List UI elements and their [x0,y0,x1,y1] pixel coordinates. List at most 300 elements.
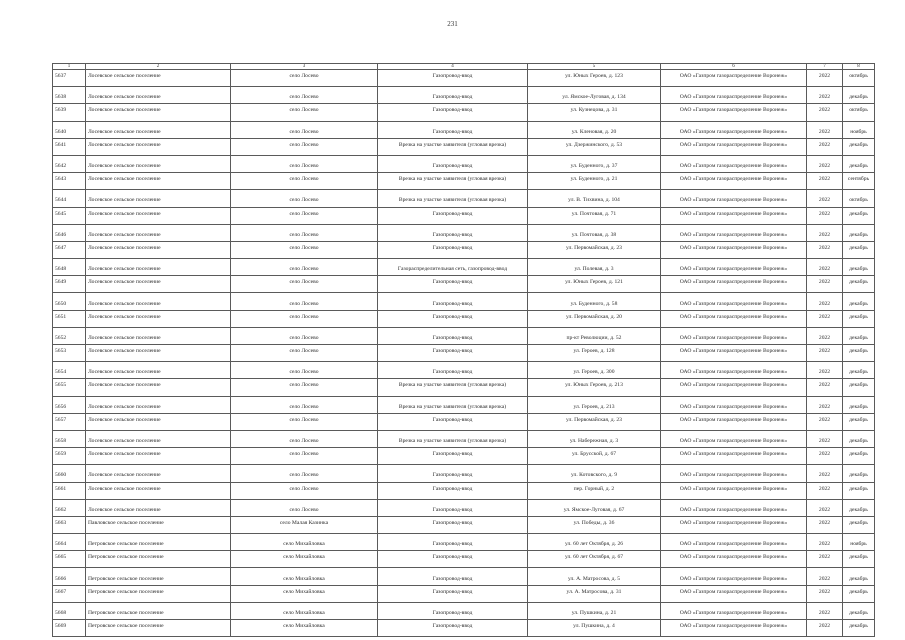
organization-cell-text: ОАО «Газпром газораспределение Воронеж» [679,554,788,561]
settlement-cell-text: Петровское сельское поселение [88,588,164,595]
organization-cell [661,70,807,87]
object-type-cell [378,327,528,344]
settlement-cell [86,413,231,430]
row-number-text: 5654 [55,369,67,376]
object-type-cell-text: Врезка на участке заявителя (угловая врезка) [398,382,507,389]
locality-cell-text: село Малая Казинка [279,519,329,526]
address-cell-text: ул. В. Тихвина, д. 104 [568,197,620,204]
year-cell [807,224,843,241]
locality-cell [231,551,378,568]
column-number: 5 [528,64,661,70]
table-row [53,327,875,344]
month-cell-text: декабрь [849,231,868,238]
settlement-cell [86,499,231,516]
settlement-cell-text: Лосевское сельское поселение [88,128,161,135]
locality-cell [231,173,378,190]
settlement-cell [86,310,231,327]
month-cell [843,430,875,447]
organization-cell-text: ОАО «Газпром газораспределение Воронеж» [679,300,788,307]
locality-cell [231,121,378,138]
organization-cell-text: ОАО «Газпром газораспределение Воронеж» [679,519,788,526]
settlement-cell [86,602,231,619]
settlement-cell-text: Петровское сельское поселение [88,609,164,616]
object-type-cell-text: Газопровод-ввод [432,279,473,286]
settlement-cell [86,121,231,138]
object-type-cell [378,362,528,379]
locality-cell-text: село Лосево [289,506,319,513]
locality-cell-text: село Лосево [289,128,319,135]
table-row [53,379,875,396]
organization-cell [661,259,807,276]
locality-cell-text: село Лосево [289,472,319,479]
organization-cell [661,482,807,499]
settlement-cell [86,379,231,396]
object-type-cell [378,121,528,138]
object-type-cell-text: Газопровод-ввод [432,588,473,595]
row-number-text: 5667 [55,588,67,595]
month-cell [843,482,875,499]
row-number-text: 5663 [55,519,67,526]
settlement-cell [86,362,231,379]
locality-cell-text: село Лосево [289,313,319,320]
year-cell [807,207,843,224]
settlement-cell [86,482,231,499]
settlement-cell-text: Лосевское сельское поселение [88,472,161,479]
organization-cell [661,87,807,104]
settlement-cell-text: Лосевское сельское поселение [88,403,161,410]
settlement-cell-text: Лосевское сельское поселение [88,485,161,492]
organization-cell-text: ОАО «Газпром газораспределение Воронеж» [679,575,788,582]
year-cell-text: 2022 [818,506,831,513]
settlement-cell-text: Петровское сельское поселение [88,623,164,630]
row-number-text: 5653 [55,348,67,355]
object-type-cell-text: Газопровод-ввод [432,313,473,320]
year-cell-text: 2022 [818,554,831,561]
object-type-cell [378,379,528,396]
table-row [53,276,875,293]
address-cell-text: ул. А. Матросова, д. 5 [567,575,621,582]
month-cell [843,207,875,224]
object-type-cell [378,499,528,516]
settlement-cell [86,568,231,585]
locality-cell-text: село Лосево [289,210,319,217]
row-number-text: 5641 [55,141,67,148]
month-cell-text: декабрь [849,588,868,595]
object-type-cell [378,413,528,430]
row-number [53,568,86,585]
year-cell [807,379,843,396]
object-type-cell-text: Газопровод-ввод [432,416,473,423]
organization-cell [661,138,807,155]
year-cell [807,327,843,344]
settlement-cell-text: Петровское сельское поселение [88,541,164,548]
address-cell [528,362,661,379]
object-type-cell [378,310,528,327]
row-number-text: 5656 [55,403,67,410]
organization-cell-text: ОАО «Газпром газораспределение Воронеж» [679,348,788,355]
locality-cell-text: село Михайловка [283,541,325,548]
settlement-cell [86,155,231,172]
month-cell [843,534,875,551]
organization-cell-text: ОАО «Газпром газораспределение Воронеж» [679,403,788,410]
table-row [53,568,875,585]
row-number [53,620,86,637]
settlement-cell-text: Лосевское сельское поселение [88,163,161,170]
organization-cell [661,379,807,396]
address-cell-text: ул. Буденного, д. 21 [570,176,618,183]
year-cell [807,155,843,172]
row-number-text: 5668 [55,609,67,616]
locality-cell [231,310,378,327]
month-cell-text: декабрь [849,506,868,513]
address-cell-text: ул. Героев, д. 128 [573,348,615,355]
month-cell-text: декабрь [849,575,868,582]
year-cell [807,362,843,379]
locality-cell [231,413,378,430]
year-cell-text: 2022 [818,485,831,492]
object-type-cell [378,482,528,499]
address-cell-text: ул. Кленовая, д. 20 [571,128,617,135]
organization-cell [661,448,807,465]
year-cell [807,121,843,138]
table-row [53,293,875,310]
address-cell-text: ул. 60 лет Октября, д. 67 [564,554,624,561]
year-cell-text: 2022 [818,141,831,148]
locality-cell-text: село Михайловка [283,588,325,595]
organization-cell [661,155,807,172]
year-cell-text: 2022 [818,623,831,630]
row-number [53,551,86,568]
address-cell-text: ул. Пушкина, д. 4 [573,623,615,630]
month-cell-text: декабрь [849,472,868,479]
address-cell [528,585,661,602]
table-row [53,104,875,121]
organization-cell [661,207,807,224]
table-row [53,448,875,465]
table-row [53,620,875,637]
organization-cell-text: ОАО «Газпром газораспределение Воронеж» [679,609,788,616]
organization-cell [661,327,807,344]
row-number-text: 5639 [55,107,67,114]
address-cell-text: ул. Брусской, д. 67 [571,451,617,458]
object-type-cell-text: Газопровод-ввод [432,334,473,341]
object-type-cell [378,224,528,241]
table-row [53,155,875,172]
locality-cell [231,138,378,155]
month-cell [843,602,875,619]
year-cell-text: 2022 [818,94,831,101]
organization-cell-text: ОАО «Газпром газораспределение Воронеж» [679,266,788,273]
organization-cell-text: ОАО «Газпром газораспределение Воронеж» [679,163,788,170]
row-number-text: 5669 [55,623,67,630]
address-cell [528,138,661,155]
table-row [53,173,875,190]
object-type-cell [378,448,528,465]
year-cell [807,190,843,207]
locality-cell [231,568,378,585]
address-cell [528,345,661,362]
table-row [53,121,875,138]
organization-cell-text: ОАО «Газпром газораспределение Воронеж» [679,369,788,376]
settlement-cell [86,448,231,465]
locality-cell-text: село Лосево [289,369,319,376]
locality-cell [231,345,378,362]
table-row [53,345,875,362]
address-cell [528,207,661,224]
organization-cell [661,121,807,138]
object-type-cell [378,620,528,637]
year-cell-text: 2022 [818,300,831,307]
address-cell [528,276,661,293]
object-type-cell-text: Газопровод-ввод [432,451,473,458]
table-row [53,207,875,224]
row-number [53,207,86,224]
organization-cell-text: ОАО «Газпром газораспределение Воронеж» [679,176,788,183]
organization-cell [661,534,807,551]
table-row [53,602,875,619]
address-cell [528,121,661,138]
row-number-text: 5649 [55,279,67,286]
table-body [53,64,875,637]
object-type-cell-text: Врезка на участке заявителя (угловая врезка) [398,141,507,148]
address-cell [528,224,661,241]
address-cell-text: ул. Первомайская, д. 23 [566,244,622,251]
year-cell-text: 2022 [818,588,831,595]
object-type-cell-text: Врезка на участке заявителя (угловая врезка) [398,438,507,445]
settlement-cell-text: Лосевское сельское поселение [88,382,161,389]
year-cell-text: 2022 [818,128,831,135]
month-cell-text: декабрь [849,94,868,101]
year-cell [807,87,843,104]
locality-cell-text: село Лосево [289,403,319,410]
locality-cell-text: село Лосево [289,107,319,114]
object-type-cell [378,551,528,568]
settlement-cell [86,620,231,637]
locality-cell-text: село Лосево [289,348,319,355]
address-cell-text: пер. Горный, д. 2 [573,485,615,492]
year-cell-text: 2022 [818,176,831,183]
address-cell-text: ул. Победы, д. 36 [573,519,615,526]
table-row [53,534,875,551]
locality-cell-text: село Михайловка [283,554,325,561]
row-number [53,362,86,379]
object-type-cell [378,138,528,155]
object-type-cell-text: Врезка на участке заявителя (угловая врезка) [398,403,507,410]
address-cell [528,499,661,516]
row-number [53,173,86,190]
organization-cell-text: ОАО «Газпром газораспределение Воронеж» [679,506,788,513]
object-type-cell [378,430,528,447]
month-cell [843,138,875,155]
row-number-text: 5644 [55,197,67,204]
column-number: 1 [53,64,86,70]
locality-cell [231,482,378,499]
locality-cell-text: село Лосево [289,94,319,101]
year-cell-text: 2022 [818,403,831,410]
object-type-cell-text: Газопровод-ввод [432,472,473,479]
row-number [53,87,86,104]
row-number-text: 5664 [55,541,67,548]
object-type-cell [378,87,528,104]
year-cell [807,551,843,568]
month-cell [843,104,875,121]
settlement-cell-text: Лосевское сельское поселение [88,266,161,273]
settlement-cell-text: Лосевское сельское поселение [88,348,161,355]
row-number-text: 5658 [55,438,67,445]
gasification-table [52,63,875,637]
month-cell-text: декабрь [849,210,868,217]
year-cell [807,70,843,87]
table-row [53,413,875,430]
address-cell-text: ул. 60 лет Октября, д. 26 [564,541,624,548]
object-type-cell-text: Газопровод-ввод [432,369,473,376]
year-cell-text: 2022 [818,348,831,355]
locality-cell [231,396,378,413]
row-number-text: 5643 [55,176,67,183]
locality-cell-text: село Лосево [289,438,319,445]
object-type-cell-text: Врезка на участке заявителя (угловая врезка) [398,197,507,204]
locality-cell [231,430,378,447]
address-cell [528,310,661,327]
locality-cell [231,190,378,207]
row-number [53,465,86,482]
settlement-cell [86,70,231,87]
organization-cell [661,104,807,121]
settlement-cell-text: Павловское сельское поселение [88,519,164,526]
address-cell-text: ул. Юных Героев, д. 213 [565,382,623,389]
year-cell-text: 2022 [818,369,831,376]
month-cell-text: октябрь [849,197,868,204]
object-type-cell-text: Газопровод-ввод [432,348,473,355]
table-row [53,430,875,447]
settlement-cell [86,585,231,602]
locality-cell [231,534,378,551]
year-cell [807,345,843,362]
object-type-cell-text: Газопровод-ввод [432,94,473,101]
month-cell-text: декабрь [849,609,868,616]
organization-cell-text: ОАО «Газпром газораспределение Воронеж» [679,279,788,286]
object-type-cell [378,568,528,585]
row-number-text: 5657 [55,416,67,423]
row-number [53,310,86,327]
settlement-cell-text: Петровское сельское поселение [88,554,164,561]
locality-cell-text: село Лосево [289,197,319,204]
row-number [53,104,86,121]
organization-cell-text: ОАО «Газпром газораспределение Воронеж» [679,128,788,135]
month-cell [843,379,875,396]
year-cell [807,104,843,121]
row-number [53,585,86,602]
row-number-text: 5646 [55,231,67,238]
row-number-text: 5642 [55,163,67,170]
year-cell [807,138,843,155]
year-cell-text: 2022 [818,334,831,341]
year-cell [807,310,843,327]
month-cell [843,396,875,413]
address-cell [528,87,661,104]
year-cell-text: 2022 [818,266,831,273]
month-cell-text: декабрь [849,438,868,445]
locality-cell [231,70,378,87]
settlement-cell-text: Лосевское сельское поселение [88,279,161,286]
address-cell-text: пр-кт Революции, д. 52 [566,334,622,341]
settlement-cell [86,293,231,310]
settlement-cell [86,241,231,258]
table-row [53,516,875,533]
month-cell [843,190,875,207]
locality-cell-text: село Лосево [289,485,319,492]
address-cell-text: ул. Буденного, д. 37 [570,163,618,170]
settlement-cell-text: Лосевское сельское поселение [88,416,161,423]
month-cell [843,345,875,362]
object-type-cell-text: Газопровод-ввод [432,554,473,561]
address-cell [528,620,661,637]
row-number [53,293,86,310]
address-cell-text: ул. А. Матросова, д. 31 [566,588,622,595]
row-number [53,241,86,258]
row-number-text: 5638 [55,94,67,101]
row-number [53,190,86,207]
object-type-cell-text: Газопровод-ввод [432,231,473,238]
settlement-cell-text: Лосевское сельское поселение [88,107,161,114]
month-cell-text: декабрь [849,623,868,630]
month-cell-text: декабрь [849,279,868,286]
row-number-text: 5661 [55,485,67,492]
row-number-text: 5660 [55,472,67,479]
object-type-cell-text: Газопровод-ввод [432,210,473,217]
organization-cell [661,396,807,413]
row-number-text: 5637 [55,73,67,80]
month-cell-text: декабрь [849,313,868,320]
locality-cell [231,499,378,516]
table-row [53,465,875,482]
object-type-cell [378,104,528,121]
address-cell-text: ул. Пушкина, д. 21 [571,609,617,616]
object-type-cell [378,173,528,190]
month-cell-text: декабрь [849,348,868,355]
row-number [53,499,86,516]
object-type-cell [378,70,528,87]
year-cell [807,465,843,482]
organization-cell [661,430,807,447]
organization-cell-text: ОАО «Газпром газораспределение Воронеж» [679,541,788,548]
address-cell [528,70,661,87]
table-row [53,499,875,516]
object-type-cell-text: Газораспределительная сеть, газопровод-ввод [397,266,508,273]
table-row [53,87,875,104]
object-type-cell-text: Газопровод-ввод [432,300,473,307]
address-cell-text: ул. Ямское-Луговая, д. 67 [563,506,625,513]
month-cell [843,70,875,87]
locality-cell-text: село Лосево [289,334,319,341]
month-cell [843,568,875,585]
row-number [53,448,86,465]
year-cell-text: 2022 [818,451,831,458]
address-cell [528,379,661,396]
settlement-cell [86,138,231,155]
month-cell [843,293,875,310]
month-cell-text: декабрь [849,382,868,389]
address-cell-text: ул. Почтовая, д. 38 [571,231,617,238]
settlement-cell-text: Лосевское сельское поселение [88,176,161,183]
row-number [53,224,86,241]
organization-cell [661,293,807,310]
locality-cell-text: село Михайловка [283,609,325,616]
organization-cell-text: ОАО «Газпром газораспределение Воронеж» [679,451,788,458]
locality-cell-text: село Лосево [289,231,319,238]
month-cell-text: декабрь [849,403,868,410]
object-type-cell-text: Газопровод-ввод [432,485,473,492]
